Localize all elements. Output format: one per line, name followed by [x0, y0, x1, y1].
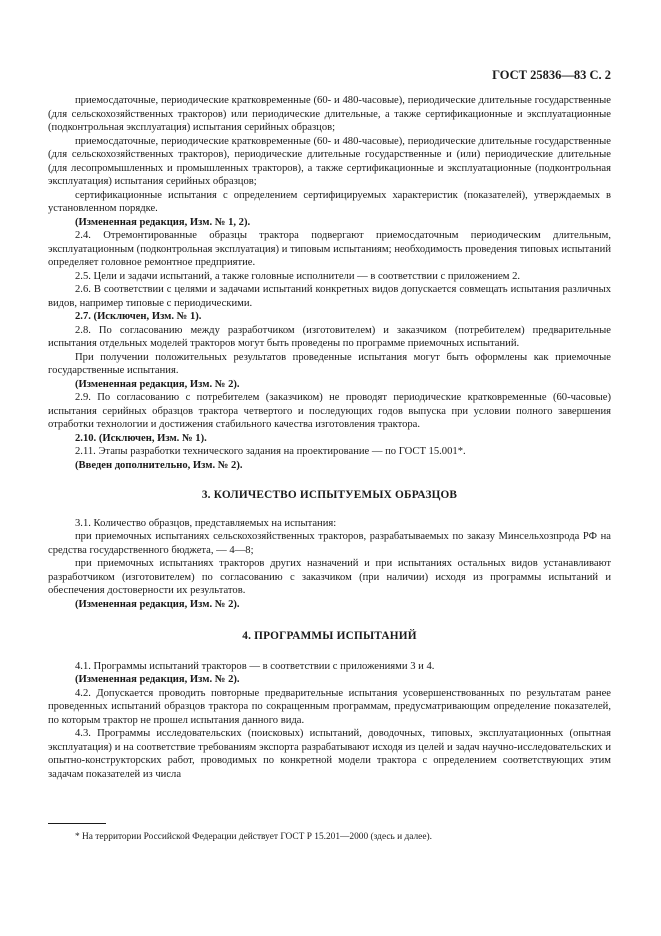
paragraph: при приемочных испытаниях сельскохозяйственных тракторов, разрабатываемых по заказу Минсельхозпрода РФ на средства государственного бюджета, — 4—8;: [48, 531, 611, 556]
paragraph: 2.11. Этапы разработки технического задания на проектирование — по ГОСТ 15.001*.: [75, 446, 466, 457]
paragraph: 4.2. Допускается проводить повторные предварительные испытания усовершенствованных по результатам ранее проведенных испытаний образцов трактора по сокращенным программам, предусматривающим определение показателей, по которым трактор не прошел испытания данного вида.: [48, 687, 611, 726]
section-4-body: [48, 660, 611, 782]
footnote-divider: [48, 823, 106, 824]
paragraph: при приемочных испытаниях тракторов других назначений и при испытаниях остальных видов устанавливают разработчиком (изготовителем) по согласованию с заказчиком (при наличии) исходя из программы испытаний и обеспечения достоверности их результатов.: [48, 558, 611, 596]
paragraph: 4.1. Программы испытаний тракторов — в соответствии с приложениями 3 и 4.: [75, 660, 435, 672]
footnote: * На территории Российской Федерации действует ГОСТ Р 15.201—2000 (здесь и далее).: [75, 832, 432, 842]
paragraph: 2.4. Отремонтированные образцы трактора подвергают приемосдаточным периодическим длительным, эксплуатационным (подконтрольная эксплуатация) и типовым испытаниям; необходимость проведения типовых испытаний определяет головное ремонтное предприятие.: [48, 230, 611, 268]
revision-note: (Измененная редакция, Изм. № 2).: [75, 378, 240, 390]
paragraph: При получении положительных результатов проведенные испытания могут быть оформлены как приемочные государственные испытания.: [48, 351, 611, 376]
revision-note: 2.7. (Исключен, Изм. № 1).: [75, 311, 202, 322]
section-4-title: 4. ПРОГРАММЫ ИСПЫТАНИЙ: [242, 630, 417, 642]
paragraph: 2.8. По согласованию между разработчиком (изготовителем) и заказчиком (потребителем) предварительные испытания отдельных моделей тракторов могут быть проведены по программе приемочных испытаний.: [48, 324, 611, 349]
section-3-body: [48, 517, 611, 612]
revision-note: (Измененная редакция, Изм. № 1, 2).: [75, 216, 251, 228]
paragraph: 4.3. Программы исследовательских (поисковых) испытаний, доводочных, типовых, эксплуатационных (опытная эксплуатация) и на соответствие требованиям экспорта разрабатывают исходя из целей и задач научно-исследовательских и опытно-конструкторских работ, проводимых по конкретной модели трактора с определением соответствующих этим задачам показателей из числа: [48, 728, 611, 780]
revision-note: (Измененная редакция, Изм. № 2).: [75, 674, 240, 685]
paragraph: 3.1. Количество образцов, представляемых на испытания:: [75, 517, 337, 529]
revision-note: (Введен дополнительно, Изм. № 2).: [75, 459, 243, 471]
section-3-title: 3. КОЛИЧЕСТВО ИСПЫТУЕМЫХ ОБРАЗЦОВ: [201, 489, 458, 501]
paragraph: 2.6. В соответствии с целями и задачами испытаний конкретных видов допускается совмещать испытания различных видов, например типовые с периодическими.: [48, 284, 611, 309]
paragraph: приемосдаточные, периодические кратковременные (60- и 480-часовые), периодические длительные государственные (для сельскохозяйственных тракторов), периодические длительные государственные и (или) периодические длительные (для лесопромышленных и промышленных тракторов), а также сертификационные и эксплуатационные (подконтрольная эксплуатация) испытания серийных образцов;: [48, 135, 611, 187]
paragraph: 2.9. По согласованию с потребителем (заказчиком) не проводят периодические кратковременные (60-часовые) испытания серийных образцов трактора четвертого и последующих годов выпуска при условии полного завершения отработки технологии и достижения стабильного качества изготовления трактора.: [48, 392, 611, 430]
revision-note: (Измененная редакция, Изм. № 2).: [75, 598, 240, 610]
paragraph: сертификационные испытания с определением сертифицируемых характеристик (показателей), утверждаемых в установленном порядке.: [48, 189, 611, 214]
paragraph: приемосдаточные, периодические кратковременные (60- и 480-часовые), периодические длительные государственные (для сельскохозяйственных тракторов) или периодические длительные, а также сертификационные и эксплуатационные (подконтрольная эксплуатация) испытания серийных образцов;: [48, 95, 611, 133]
document-body: [48, 94, 611, 781]
page-header: ГОСТ 25836—83 С. 2: [492, 68, 611, 82]
paragraph: 2.5. Цели и задачи испытаний, а также головные исполнители — в соответствии с приложением 2.: [75, 270, 521, 282]
revision-note: 2.10. (Исключен, Изм. № 1).: [75, 432, 207, 444]
section-2-continuation: [48, 94, 611, 472]
